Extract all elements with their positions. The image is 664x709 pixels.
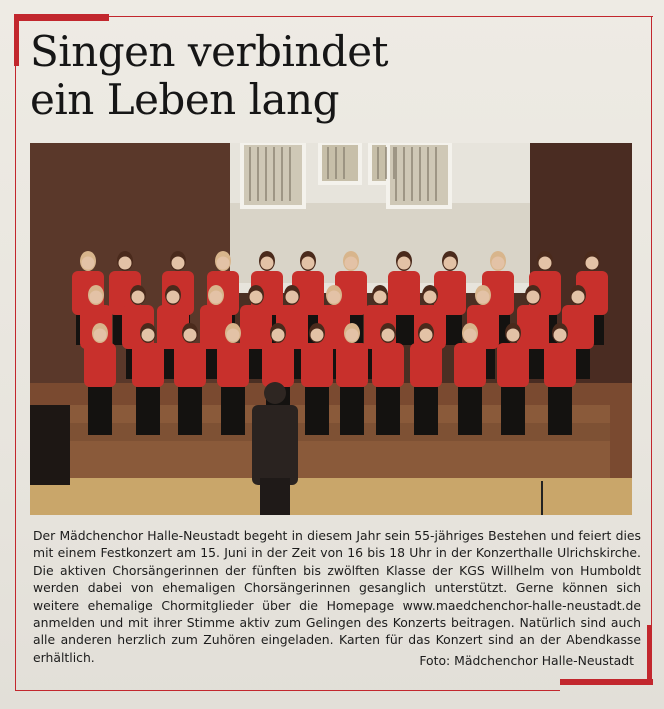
headline-line-1: Singen verbindet: [30, 27, 389, 76]
choir-photo: [30, 143, 632, 515]
photo-credit: Foto: Mädchenchor Halle-Neustadt: [419, 653, 634, 668]
frame-line-right: [651, 16, 652, 676]
frame-line-bottom: [15, 690, 560, 691]
frame-line-left: [15, 66, 16, 691]
frame-accent-bottom-right-vertical: [647, 625, 652, 685]
headline-line-2: ein Leben lang: [30, 75, 339, 124]
piano: [30, 405, 70, 485]
frame-accent-bottom-right: [560, 679, 653, 685]
headline: [30, 28, 590, 124]
frame-line-top: [108, 16, 653, 17]
frame-accent-top-left: [14, 14, 109, 21]
frame-accent-top-left-vertical: [14, 14, 19, 66]
choir-photo-illustration: [30, 143, 632, 515]
article-body: Der Mädchenchor Halle-Neustadt begeht in diesem Jahr sein 55-jähriges Bestehen und feiert dies mit einem Festkonzert am 15. Juni in der Zeit von 16 bis 18 Uhr in der Konzerthalle Ulrichskirche. Die aktiven Chorsängerinnen der fünften bis zwölften Klasse der KGS Willhelm von Humboldt werden dabei von ehemaligen Chorsängerinnen gesanglich unterstützt. Gerne können sich weitere ehemalige Chormitglieder über die Homepage www.maedchenchor-halle-neustadt.de anmelden und mit ihrer Stimme aktiv zum Gelingen des Konzerts beitragen. Natürlich sind auch alle anderen herzlich zum Zuhören eingeladen. Karten für das Konzert sind an der Abendkasse erhältlich.: [33, 528, 641, 665]
